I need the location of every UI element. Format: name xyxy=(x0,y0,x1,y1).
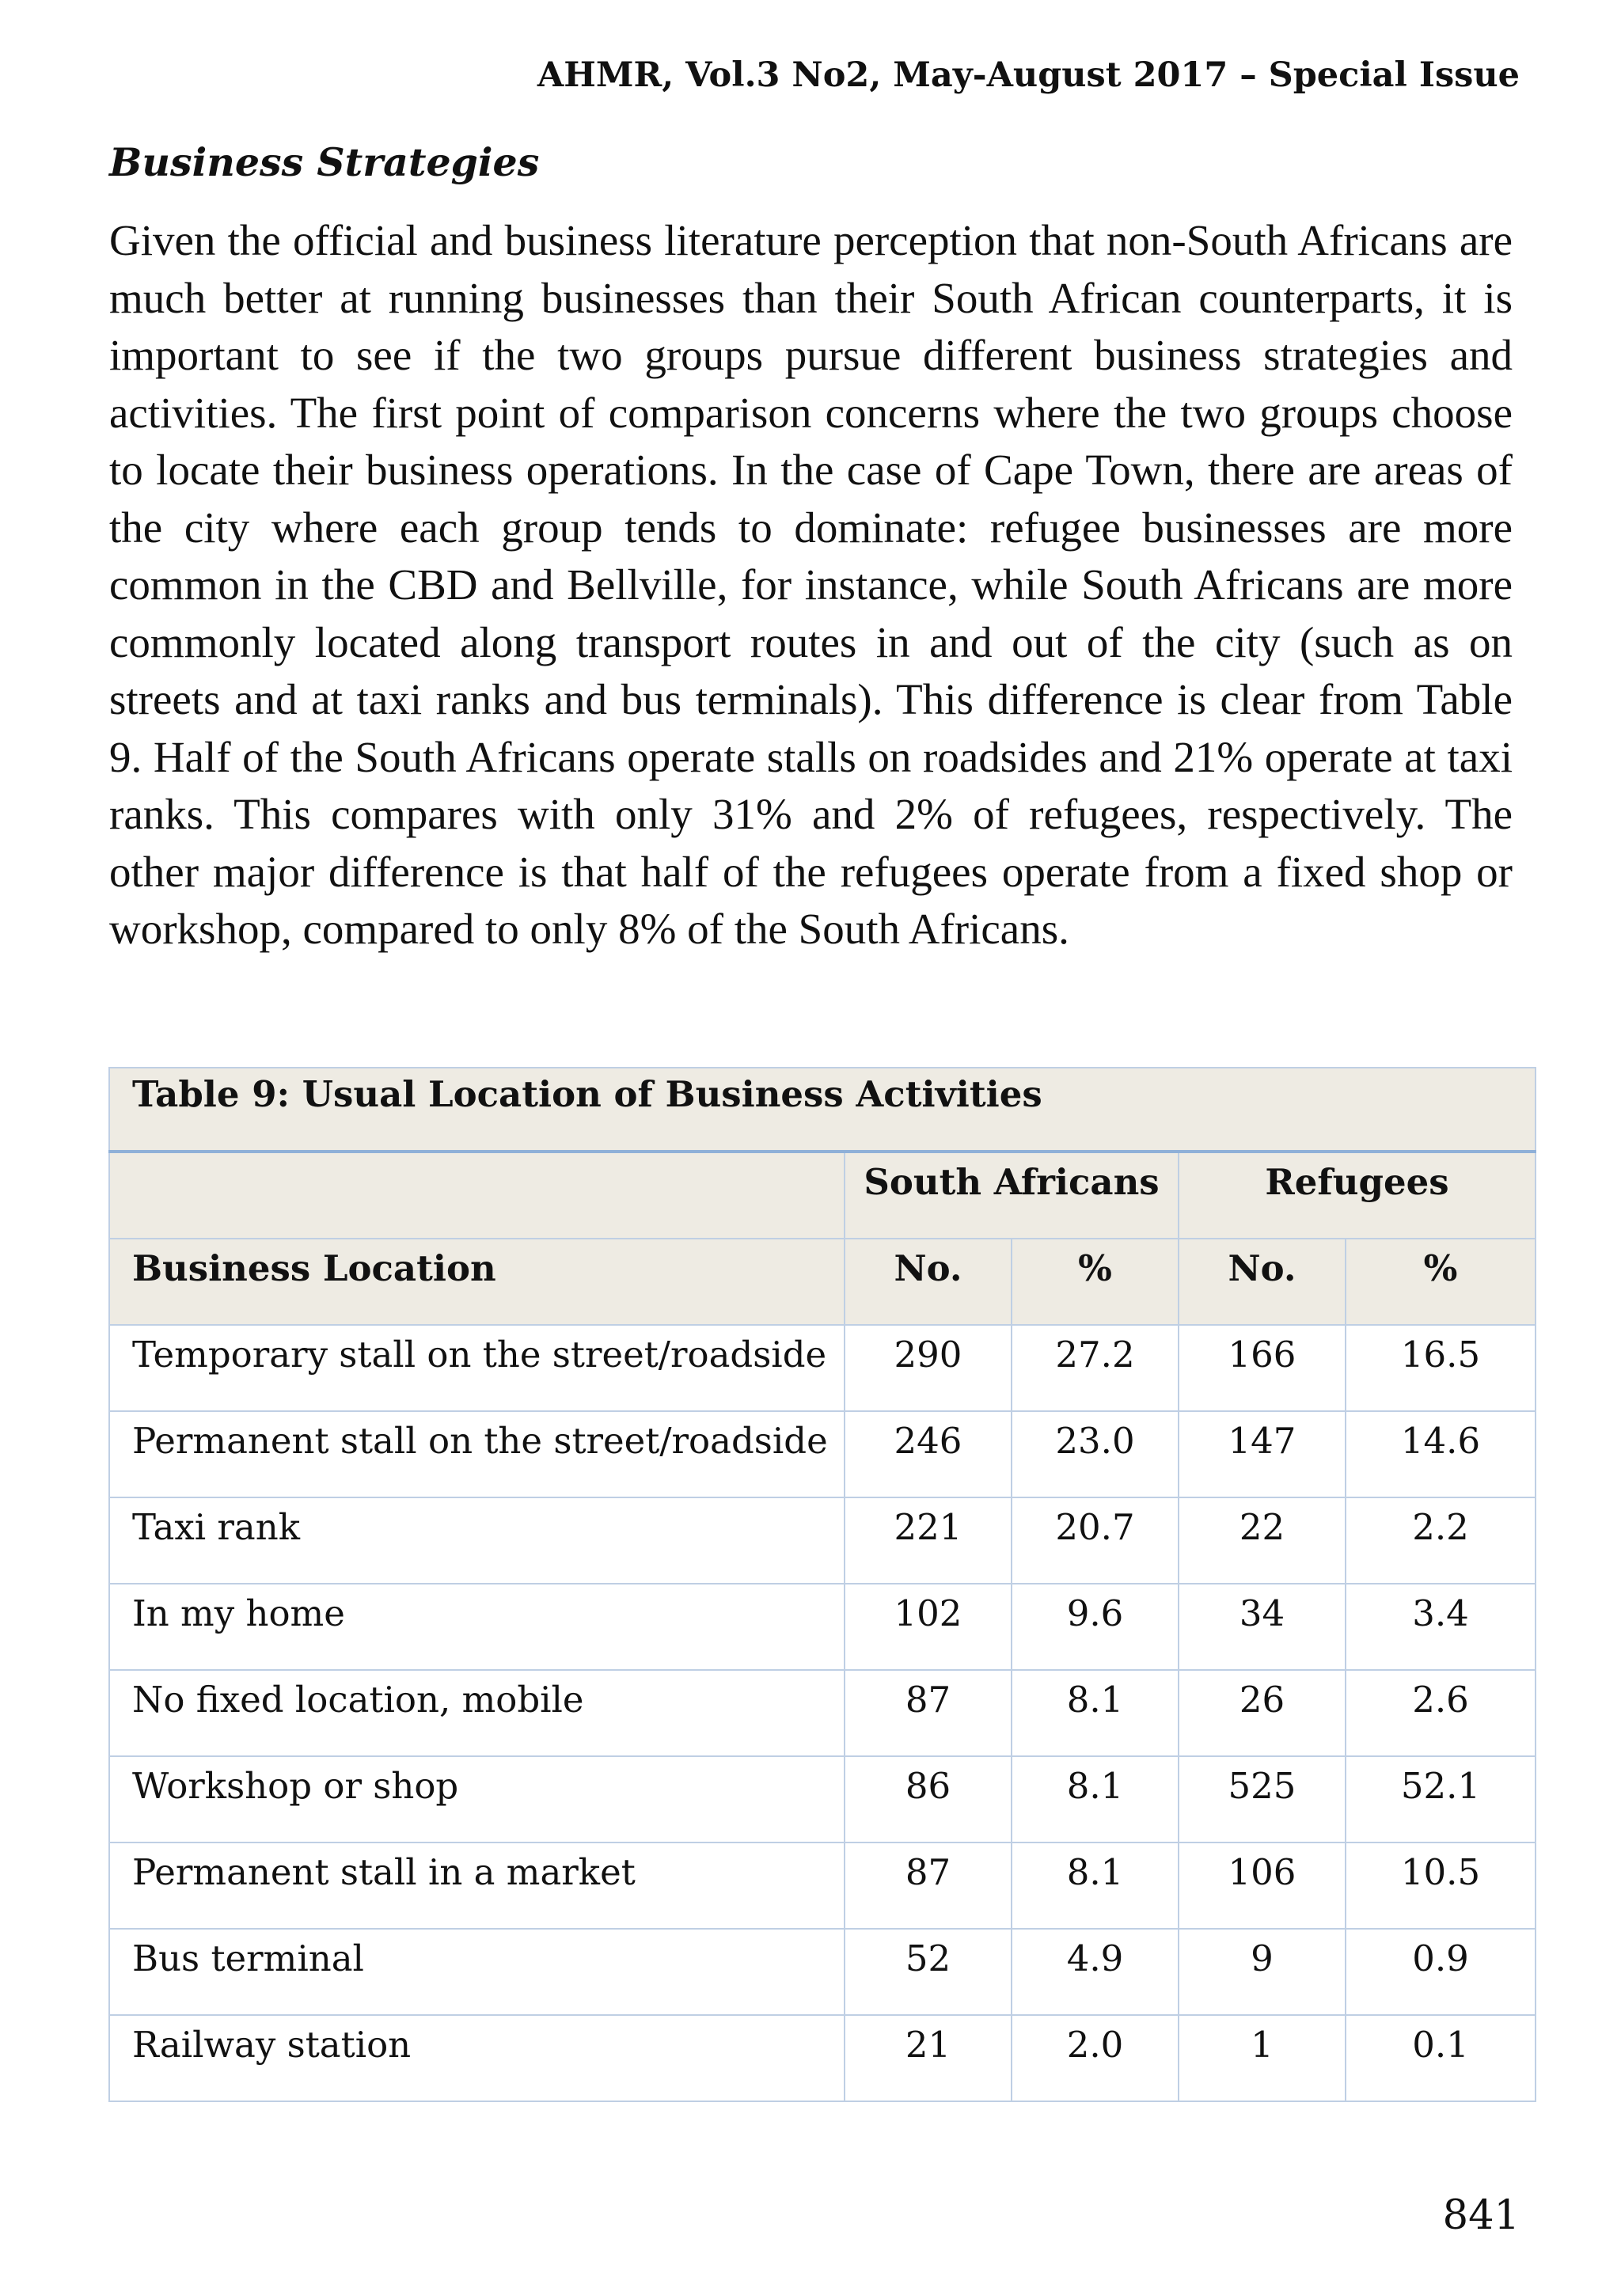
table-row xyxy=(109,1325,1536,1411)
cell-ref-no: 106 xyxy=(1179,1842,1346,1929)
table-row xyxy=(109,1497,1536,1584)
cell-location: Permanent stall on the street/roadside xyxy=(109,1411,845,1497)
cell-location: Permanent stall in a market xyxy=(109,1842,845,1929)
cell-sa-pct: 20.7 xyxy=(1012,1497,1179,1584)
cell-sa-no: 87 xyxy=(845,1670,1012,1756)
table-caption: Table 9: Usual Location of Business Activities xyxy=(109,1068,1536,1152)
cell-location: Bus terminal xyxy=(109,1929,845,2015)
cell-ref-pct: 2.2 xyxy=(1346,1497,1536,1584)
cell-ref-no: 26 xyxy=(1179,1670,1346,1756)
cell-location: Temporary stall on the street/roadside xyxy=(109,1325,845,1411)
cell-ref-pct: 2.6 xyxy=(1346,1670,1536,1756)
cell-sa-pct: 8.1 xyxy=(1012,1670,1179,1756)
group-header-south-africans: South Africans xyxy=(845,1152,1179,1239)
cell-ref-no: 1 xyxy=(1179,2015,1346,2101)
cell-location: In my home xyxy=(109,1584,845,1670)
group-header-refugees: Refugees xyxy=(1179,1152,1536,1239)
cell-sa-pct: 9.6 xyxy=(1012,1584,1179,1670)
table-column-header-row xyxy=(109,1239,1536,1325)
cell-ref-no: 34 xyxy=(1179,1584,1346,1670)
location-table xyxy=(108,1067,1536,2102)
cell-ref-pct: 10.5 xyxy=(1346,1842,1536,1929)
cell-location: Railway station xyxy=(109,2015,845,2101)
cell-location: Workshop or shop xyxy=(109,1756,845,1842)
table-caption-row xyxy=(109,1068,1536,1152)
cell-sa-pct: 2.0 xyxy=(1012,2015,1179,2101)
cell-sa-pct: 23.0 xyxy=(1012,1411,1179,1497)
table-row xyxy=(109,1584,1536,1670)
table-row xyxy=(109,1411,1536,1497)
cell-sa-pct: 8.1 xyxy=(1012,1842,1179,1929)
cell-sa-no: 290 xyxy=(845,1325,1012,1411)
section-heading: Business Strategies xyxy=(109,139,540,185)
cell-sa-no: 86 xyxy=(845,1756,1012,1842)
body-paragraph: Given the official and business literature perception that non-South Africans are much better at running businesses than their South African counterparts, it is important to see if the two groups pursue different business strategies and activities. The first point of comparison concerns where the two groups choose to locate their business operations. In the case of Cape Town, there are areas of the city where each group tends to dominate: refugee businesses are more common in the CBD and Bellville, for instance, while South Africans are more commonly located along transport routes in and out of the city (such as on streets and at taxi ranks and bus terminals). This difference is clear from Table 9. Half of the South Africans operate stalls on roadsides and 21% operate at taxi ranks. This compares with only 31% and 2% of refugees, respectively. The other major difference is that half of the refugees operate from a fixed shop or workshop, compared to only 8% of the South Africans. xyxy=(109,216,1513,953)
cell-sa-no: 21 xyxy=(845,2015,1012,2101)
column-header-ref-no: No. xyxy=(1179,1239,1346,1325)
cell-location: Taxi rank xyxy=(109,1497,845,1584)
table-body xyxy=(109,1068,1536,2101)
page-number: 841 xyxy=(1442,2192,1520,2239)
cell-ref-pct: 3.4 xyxy=(1346,1584,1536,1670)
cell-sa-no: 52 xyxy=(845,1929,1012,2015)
column-header-sa-no: No. xyxy=(845,1239,1012,1325)
table-group-header-row xyxy=(109,1152,1536,1239)
cell-ref-no: 166 xyxy=(1179,1325,1346,1411)
cell-sa-pct: 8.1 xyxy=(1012,1756,1179,1842)
cell-sa-no: 102 xyxy=(845,1584,1012,1670)
cell-ref-no: 22 xyxy=(1179,1497,1346,1584)
cell-sa-pct: 4.9 xyxy=(1012,1929,1179,2015)
cell-ref-pct: 0.1 xyxy=(1346,2015,1536,2101)
column-header-sa-pct: % xyxy=(1012,1239,1179,1325)
table-row xyxy=(109,1929,1536,2015)
cell-sa-pct: 27.2 xyxy=(1012,1325,1179,1411)
table-row xyxy=(109,1756,1536,1842)
group-header-blank xyxy=(109,1152,845,1239)
table-row xyxy=(109,1842,1536,1929)
cell-ref-pct: 52.1 xyxy=(1346,1756,1536,1842)
cell-ref-no: 147 xyxy=(1179,1411,1346,1497)
column-header-ref-pct: % xyxy=(1346,1239,1536,1325)
cell-location: No fixed location, mobile xyxy=(109,1670,845,1756)
cell-sa-no: 221 xyxy=(845,1497,1012,1584)
cell-ref-pct: 0.9 xyxy=(1346,1929,1536,2015)
cell-ref-pct: 16.5 xyxy=(1346,1325,1536,1411)
column-header-business-location: Business Location xyxy=(109,1239,845,1325)
table-row xyxy=(109,2015,1536,2101)
cell-sa-no: 246 xyxy=(845,1411,1012,1497)
cell-sa-no: 87 xyxy=(845,1842,1012,1929)
cell-ref-no: 525 xyxy=(1179,1756,1346,1842)
table-row xyxy=(109,1670,1536,1756)
table-container xyxy=(108,1067,1535,2102)
running-header: AHMR, Vol.3 No2, May-August 2017 – Special Issue xyxy=(537,55,1520,95)
cell-ref-no: 9 xyxy=(1179,1929,1346,2015)
cell-ref-pct: 14.6 xyxy=(1346,1411,1536,1497)
